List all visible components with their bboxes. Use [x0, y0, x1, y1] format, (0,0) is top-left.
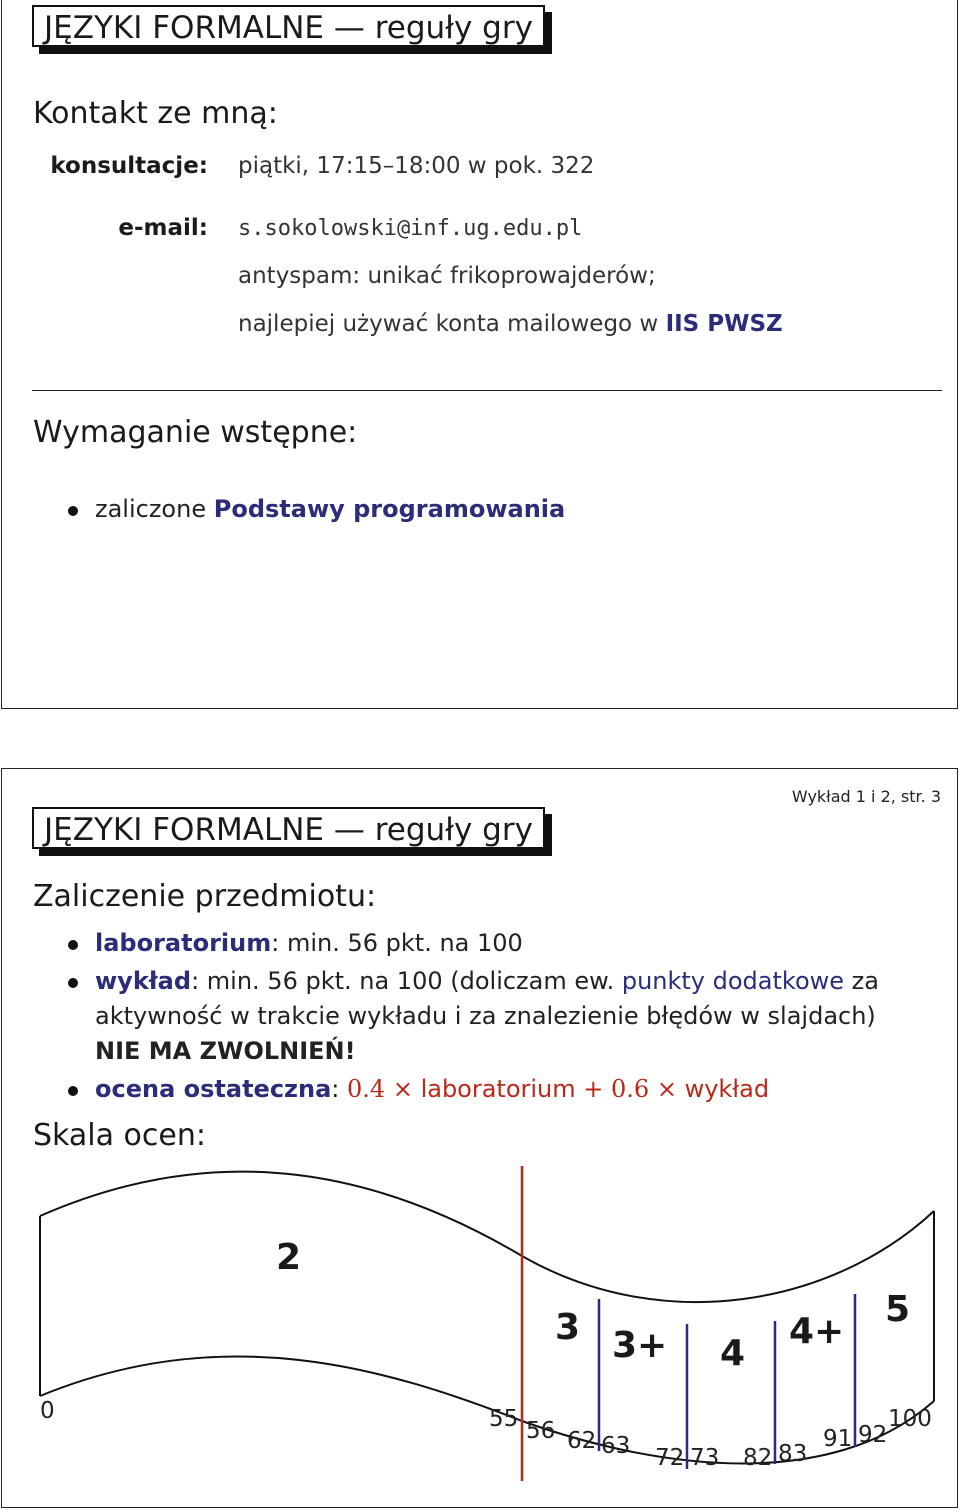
threshold-73: 73	[690, 1445, 720, 1471]
final-grade-label: ocena ostateczna	[95, 1075, 332, 1103]
threshold-82: 82	[743, 1445, 773, 1471]
grade-5: 5	[885, 1289, 911, 1330]
threshold-56: 56	[526, 1418, 556, 1444]
slide-1	[1, 0, 958, 709]
consultations-label: konsultacje:	[50, 153, 208, 179]
preferred-account-note	[238, 311, 783, 337]
threshold-72: 72	[655, 1445, 685, 1471]
grade-3: 3	[555, 1307, 581, 1348]
consultations-value: piątki, 17:15–18:00 w pok. 322	[238, 153, 595, 179]
lab-requirement	[70, 926, 930, 961]
contact-heading: Kontakt ze mną:	[33, 96, 278, 131]
lecture-requirement	[70, 964, 930, 1069]
final-grade-formula	[347, 1075, 769, 1103]
section-divider	[32, 390, 942, 391]
scale-top-curve	[40, 1172, 934, 1303]
final-grade-colon: :	[331, 1075, 348, 1103]
requirement-item	[70, 492, 930, 527]
slide-title: JĘZYKI FORMALNE — reguły gry	[32, 5, 545, 47]
lecture-text-2: za aktywność w trakcie wykładu i za znalezienie błędów w slajdach)	[95, 967, 879, 1030]
lab-weight: 0.4	[347, 1075, 386, 1103]
grade-scale-diagram	[2, 1161, 957, 1507]
preferred-account-text: najlepiej używać konta mailowego w	[238, 311, 666, 337]
threshold-92: 92	[858, 1422, 888, 1448]
email-label: e-mail:	[118, 215, 208, 241]
threshold-62: 62	[567, 1428, 597, 1454]
pass-heading: Zaliczenie przedmiotu:	[33, 879, 377, 914]
slide-title: JĘZYKI FORMALNE — reguły gry	[32, 807, 545, 849]
threshold-100: 100	[888, 1406, 932, 1432]
preferred-account-name: IIS PWSZ	[665, 311, 783, 337]
plus-sign: +	[575, 1075, 612, 1103]
bonus-points: punkty dodatkowe	[621, 967, 845, 995]
lecture-weight: 0.6	[611, 1075, 650, 1103]
requirement-course: Podstawy programowania	[213, 495, 566, 523]
scale-heading: Skala ocen:	[33, 1118, 206, 1153]
lecture-label: wykład	[95, 967, 192, 995]
times-sign-1: ×	[385, 1075, 421, 1103]
antispam-note: antyspam: unikać frikoprowajderów;	[238, 263, 656, 289]
threshold-83: 83	[778, 1441, 808, 1467]
requirement-text: zaliczone	[95, 495, 214, 523]
final-grade-item	[70, 1072, 930, 1107]
threshold-91: 91	[823, 1426, 853, 1452]
grade-3plus: 3+	[612, 1325, 668, 1366]
grade-4plus: 4+	[789, 1311, 845, 1352]
requirements-heading: Wymaganie wstępne:	[33, 415, 358, 450]
lecture-text: : min. 56 pkt. na 100 (doliczam ew.	[191, 967, 622, 995]
formula-lecture: wykład	[684, 1075, 770, 1103]
formula-lab: laboratorium	[420, 1075, 576, 1103]
times-sign-2: ×	[649, 1075, 685, 1103]
grade-4: 4	[720, 1333, 746, 1374]
threshold-63: 63	[601, 1433, 631, 1459]
slide-2	[1, 768, 958, 1508]
page-label: Wykład 1 i 2, str. 3	[791, 787, 941, 806]
lab-label: laboratorium	[95, 929, 272, 957]
no-exemptions: NIE MA ZWOLNIEŃ!	[95, 1037, 356, 1065]
lab-text: : min. 56 pkt. na 100	[271, 929, 523, 957]
threshold-55: 55	[489, 1406, 519, 1432]
grade-2: 2	[276, 1237, 302, 1278]
email-link[interactable]: s.sokolowski@inf.ug.edu.pl	[238, 216, 583, 241]
threshold-0: 0	[40, 1398, 55, 1424]
